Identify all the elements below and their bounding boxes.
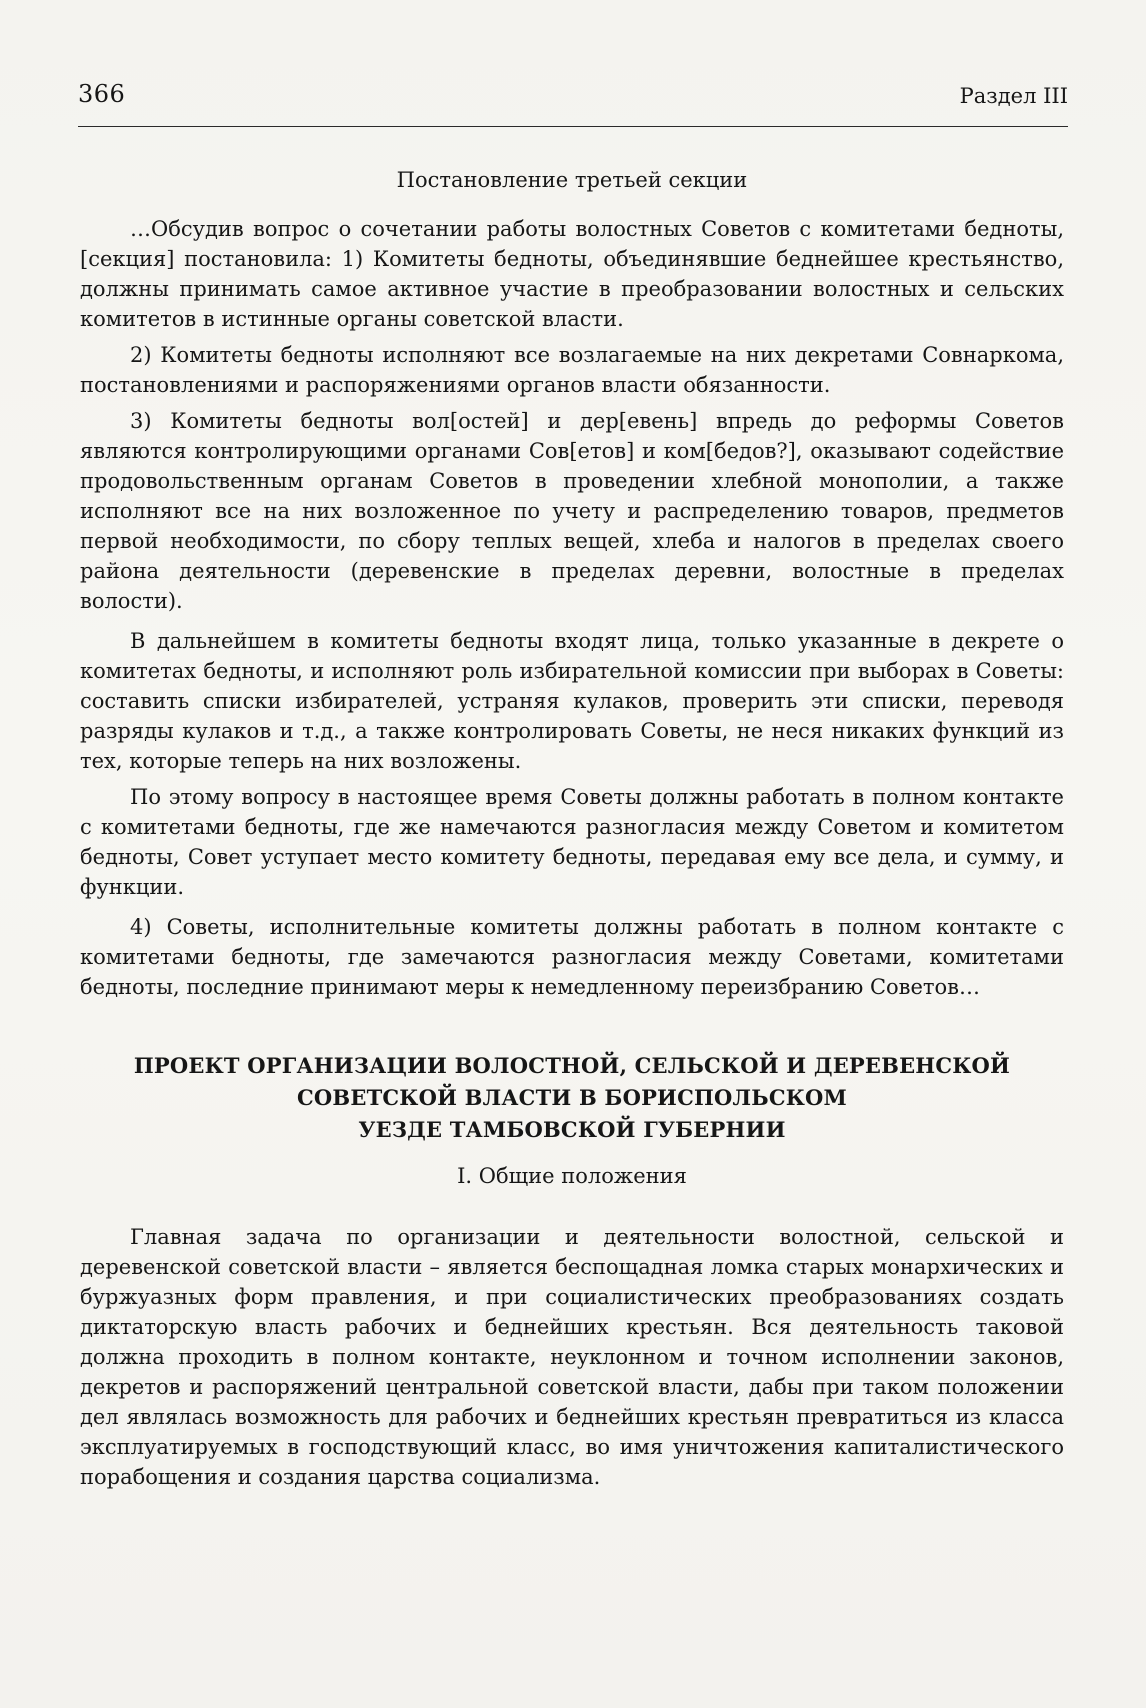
resolution-paragraph-4: В дальнейшем в комитеты бедноты входят лица, только указанные в декрете о комитетах бедноты, и исполняют роль избирательной комиссии при выборах в Советы: составить списки избирателей, устраняя кулаков, проверить эти списки, переводя разряды кулаков и т.д., а также контролировать Советы, не неся никаких функций из тех, которые теперь на них возложены. (80, 629, 1064, 773)
resolution-paragraph-2: 2) Комитеты бедноты исполняют все возлагаемые на них декретами Совнаркома, постановлениями и распоряжениями органов власти обязанности. (80, 343, 1064, 397)
project-heading-line-2: СОВЕТСКОЙ ВЛАСТИ В БОРИСПОЛЬСКОМ (297, 1085, 847, 1110)
project-heading-line-3: УЕЗДЕ ТАМБОВСКОЙ ГУБЕРНИИ (358, 1117, 786, 1142)
project-paragraph-1: Главная задача по организации и деятельности волостной, сельской и деревенской советской власти – является беспощадная ломка старых монархических и буржуазных форм правления, и при социалистических преобразованиях создать диктаторскую власть рабочих и беднейших крестьян. Вся деятельность таковой должна проходить в полном контакте, неуклонном и точном исполнении законов, декретов и распоряжений центральной советской власти, дабы при таком положении дел являлась возможность для рабочих и беднейших крестьян превратиться из класса эксплуатируемых в господствующий класс, во имя уничтожения капиталистического порабощения и создания царства социализма. (80, 1225, 1064, 1489)
page-number: 366 (78, 80, 126, 108)
resolution-paragraph-1: …Обсудив вопрос о сочетании работы волостных Советов с комитетами бедноты, [секция] постановила: 1) Комитеты бедноты, объединявшие беднейшее крестьянство, должны принимать самое активное участие в преобразовании волостных и сельских комитетов в истинные органы советской власти. (80, 217, 1064, 331)
project-heading (80, 1050, 1064, 1146)
resolution-paragraph-5: По этому вопросу в настоящее время Советы должны работать в полном контакте с комитетами бедноты, где же намечаются разногласия между Советом и комитетом бедноты, Совет уступает место комитету бедноты, передавая ему все дела, и сумму, и функции. (80, 785, 1064, 899)
page-content (80, 168, 1064, 1492)
project-heading-line-1: ПРОЕКТ ОРГАНИЗАЦИИ ВОЛОСТНОЙ, СЕЛЬСКОЙ И ДЕРЕВЕНСКОЙ (133, 1053, 1011, 1078)
running-header (78, 74, 1068, 127)
general-provisions-heading: I. Общие положения (457, 1164, 687, 1188)
resolution-title: Постановление третьей секции (396, 168, 748, 192)
resolution-paragraph-6: 4) Советы, исполнительные комитеты должны работать в полном контакте с комитетами бедноты, где замечаются разногласия между Советами, комитетами бедноты, последние принимают меры к немедленному переизбранию Советов… (80, 915, 1064, 999)
resolution-paragraph-3: 3) Комитеты бедноты вол[остей] и дер[евень] впредь до реформы Советов являются контролирующими органами Сов[етов] и ком[бедов?], оказывают содействие продовольственным органам Советов в проведении хлебной монополии, а также исполняют все на них возложенное по учету и распределению товаров, предметов первой необходимости, по сбору теплых вещей, хлеба и налогов в пределах своего района деятельности (деревенские в пределах деревни, волостные в пределах волости). (80, 409, 1064, 613)
section-label: Раздел III (959, 84, 1068, 108)
